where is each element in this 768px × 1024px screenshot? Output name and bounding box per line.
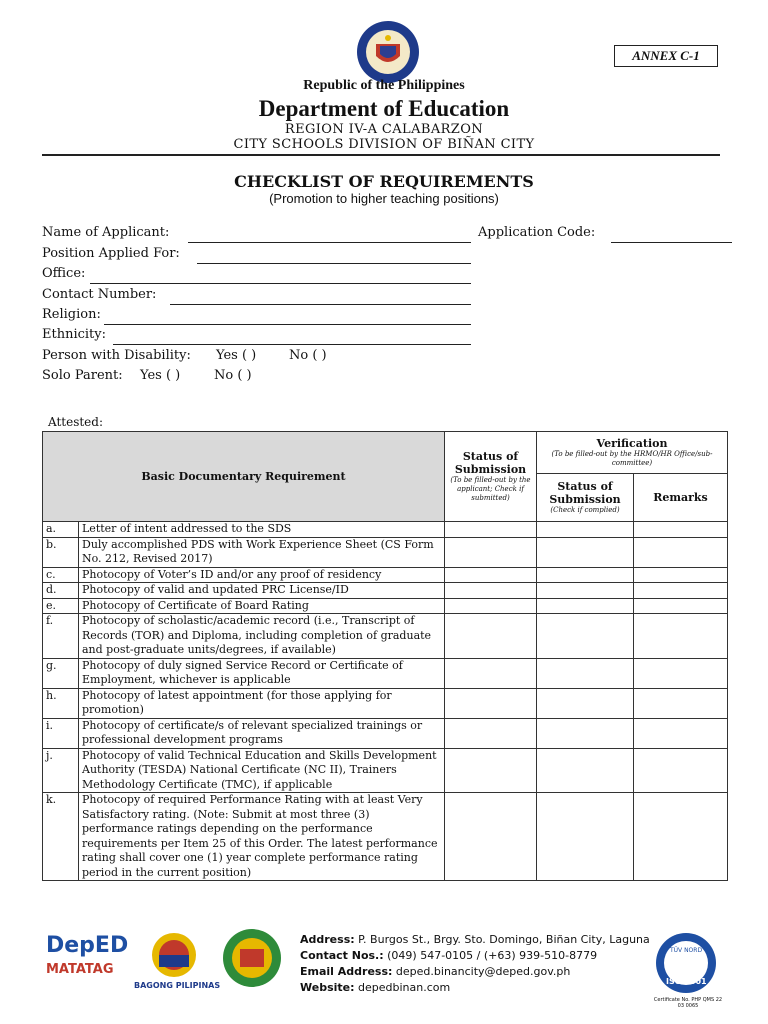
status-cell[interactable] bbox=[445, 748, 537, 793]
ethnicity-label: Ethnicity: bbox=[42, 327, 107, 342]
verification-status-cell[interactable] bbox=[537, 537, 634, 567]
status-cell[interactable] bbox=[445, 688, 537, 718]
requirement-letter: i. bbox=[43, 718, 79, 748]
header-divider bbox=[42, 154, 720, 156]
status-header-label: Status of Submission bbox=[454, 450, 527, 476]
website-value[interactable]: depedbinan.com bbox=[358, 981, 451, 994]
name-label: Name of Applicant: bbox=[42, 225, 170, 240]
application-code-field[interactable] bbox=[611, 242, 732, 243]
requirement-text: Photocopy of valid and updated PRC License/ID bbox=[79, 583, 445, 599]
remarks-cell[interactable] bbox=[634, 748, 728, 793]
document-subtitle: (Promotion to higher teaching positions) bbox=[269, 191, 499, 206]
office-label: Office: bbox=[42, 266, 86, 281]
solo-no-option[interactable]: No ( ) bbox=[214, 368, 252, 383]
status2-header-label: Status of Submission bbox=[549, 480, 621, 506]
verification-status-cell[interactable] bbox=[537, 718, 634, 748]
contact-label: Contact Number: bbox=[42, 287, 157, 302]
requirement-letter: k. bbox=[43, 793, 79, 881]
verification-status-cell[interactable] bbox=[537, 688, 634, 718]
remarks-cell[interactable] bbox=[634, 522, 728, 538]
requirement-row bbox=[43, 614, 728, 659]
status-cell[interactable] bbox=[445, 567, 537, 583]
requirement-row bbox=[43, 793, 728, 881]
requirement-letter: h. bbox=[43, 688, 79, 718]
contact-nos-label: Contact Nos.: bbox=[300, 949, 384, 962]
status-cell[interactable] bbox=[445, 718, 537, 748]
requirement-text: Photocopy of required Performance Rating with at least Very Satisfactory rating. (Note: Submit at most three (3) performance ratings depending on the performance requirements per Item 25 of this Order. The latest performance rating shall cover one (1) year complete performance rating period in the current position) bbox=[79, 793, 445, 881]
verification-status-cell[interactable] bbox=[537, 748, 634, 793]
requirement-row bbox=[43, 658, 728, 688]
requirement-row bbox=[43, 537, 728, 567]
requirement-row bbox=[43, 748, 728, 793]
republic-heading: Republic of the Philippines bbox=[303, 78, 465, 93]
requirement-text: Photocopy of certificate/s of relevant specialized trainings or professional development programs bbox=[79, 718, 445, 748]
address-value: P. Burgos St., Brgy. Sto. Domingo, Biñan City, Laguna bbox=[358, 933, 650, 946]
requirement-letter: e. bbox=[43, 598, 79, 614]
certificate-number: Certificate No. PHP QMS 22 03 0065 bbox=[653, 997, 723, 1009]
document-title: CHECKLIST OF REQUIREMENTS bbox=[234, 172, 534, 191]
solo-parent-label: Solo Parent: bbox=[42, 368, 123, 383]
matatag-logo: MATATAG bbox=[46, 962, 114, 977]
email-label: Email Address: bbox=[300, 965, 393, 978]
requirement-letter: g. bbox=[43, 658, 79, 688]
bagong-pilipinas-label: BAGONG PILIPINAS bbox=[134, 981, 221, 990]
verification-status-cell[interactable] bbox=[537, 658, 634, 688]
remarks-cell[interactable] bbox=[634, 658, 728, 688]
verification-status-cell[interactable] bbox=[537, 583, 634, 599]
remarks-cell[interactable] bbox=[634, 614, 728, 659]
deped-logo: DepED bbox=[46, 933, 129, 958]
requirement-text: Letter of intent addressed to the SDS bbox=[79, 522, 445, 538]
requirement-letter: c. bbox=[43, 567, 79, 583]
requirement-text: Photocopy of Voter’s ID and/or any proof of residency bbox=[79, 567, 445, 583]
contact-line bbox=[300, 949, 597, 962]
status-cell[interactable] bbox=[445, 614, 537, 659]
tuv-label: TÜV NORD bbox=[670, 947, 703, 954]
requirement-text: Photocopy of latest appointment (for those applying for promotion) bbox=[79, 688, 445, 718]
requirement-row bbox=[43, 522, 728, 538]
iso-label: ISO 9001 bbox=[666, 977, 707, 986]
division-heading: CITY SCHOOLS DIVISION OF BIÑAN CITY bbox=[233, 137, 535, 152]
requirements-table bbox=[42, 431, 728, 881]
status-header bbox=[445, 432, 537, 522]
pwd-no-option[interactable]: No ( ) bbox=[289, 348, 327, 363]
religion-field[interactable] bbox=[104, 324, 471, 325]
attested-label: Attested: bbox=[48, 415, 104, 429]
requirement-letter: d. bbox=[43, 583, 79, 599]
verification-header-label: Verification bbox=[596, 437, 668, 450]
division-emblem bbox=[214, 927, 290, 989]
verification-status-cell[interactable] bbox=[537, 522, 634, 538]
requirement-letter: j. bbox=[43, 748, 79, 793]
pwd-yes-option[interactable]: Yes ( ) bbox=[216, 348, 257, 363]
requirement-text: Photocopy of scholastic/academic record (i.e., Transcript of Records (TOR) and Diploma, including completion of graduate and post-graduate units/degrees, if available) bbox=[79, 614, 445, 659]
status-cell[interactable] bbox=[445, 793, 537, 881]
region-heading: REGION IV-A CALABARZON bbox=[284, 122, 484, 137]
verification-status-cell[interactable] bbox=[537, 567, 634, 583]
email-line bbox=[300, 965, 570, 978]
status-cell[interactable] bbox=[445, 658, 537, 688]
requirement-row bbox=[43, 688, 728, 718]
remarks-cell[interactable] bbox=[634, 583, 728, 599]
bagong-pilipinas-emblem bbox=[139, 931, 209, 979]
requirement-row bbox=[43, 718, 728, 748]
contact-field[interactable] bbox=[170, 304, 471, 305]
requirement-row bbox=[43, 567, 728, 583]
requirement-text: Photocopy of duly signed Service Record or Certificate of Employment, whichever is applicable bbox=[79, 658, 445, 688]
requirement-text: Photocopy of valid Technical Education and Skills Development Authority (TESDA) National Certificate (NC II), Trainers Methodology Certificate (TMC), if applicable bbox=[79, 748, 445, 793]
requirement-row bbox=[43, 583, 728, 599]
status2-header-note: (Check if complied) bbox=[550, 506, 620, 514]
status-cell[interactable] bbox=[445, 598, 537, 614]
remarks-cell[interactable] bbox=[634, 537, 728, 567]
position-field[interactable] bbox=[197, 263, 471, 264]
contact-nos-value: (049) 547-0105 / (+63) 939-510-8779 bbox=[387, 949, 598, 962]
status-cell[interactable] bbox=[445, 537, 537, 567]
remarks-cell[interactable] bbox=[634, 793, 728, 881]
verification-header bbox=[537, 432, 728, 474]
remarks-header: Remarks bbox=[634, 474, 728, 522]
address-line bbox=[300, 933, 650, 946]
position-label: Position Applied For: bbox=[42, 246, 180, 261]
verification-status-cell[interactable] bbox=[537, 614, 634, 659]
verification-header-note: (To be filled-out by the HRMO/HR Office/sub-committee) bbox=[551, 450, 713, 467]
requirement-letter: f. bbox=[43, 614, 79, 659]
ethnicity-field[interactable] bbox=[113, 344, 471, 345]
solo-yes-option[interactable]: Yes ( ) bbox=[140, 368, 181, 383]
email-value[interactable]: deped.binancity@deped.gov.ph bbox=[395, 965, 571, 978]
requirement-letter: b. bbox=[43, 537, 79, 567]
status-cell[interactable] bbox=[445, 583, 537, 599]
religion-label: Religion: bbox=[42, 307, 101, 322]
name-field[interactable] bbox=[188, 242, 471, 243]
application-code-label: Application Code: bbox=[478, 225, 596, 240]
website-label: Website: bbox=[300, 981, 355, 994]
remarks-cell[interactable] bbox=[634, 718, 728, 748]
requirement-letter: a. bbox=[43, 522, 79, 538]
verification-status-cell[interactable] bbox=[537, 793, 634, 881]
verification-status-cell[interactable] bbox=[537, 598, 634, 614]
deped-seal-logo bbox=[356, 20, 420, 84]
website-line bbox=[300, 981, 450, 994]
requirement-text: Photocopy of Certificate of Board Rating bbox=[79, 598, 445, 614]
remarks-cell[interactable] bbox=[634, 688, 728, 718]
department-heading: Department of Education bbox=[258, 96, 510, 121]
remarks-cell[interactable] bbox=[634, 598, 728, 614]
status2-header bbox=[537, 474, 634, 522]
status-cell[interactable] bbox=[445, 522, 537, 538]
requirement-row bbox=[43, 598, 728, 614]
status-header-note: (To be filled-out by the applicant; Check if submitted) bbox=[450, 476, 531, 502]
footer bbox=[44, 925, 734, 1020]
remarks-cell[interactable] bbox=[634, 567, 728, 583]
pwd-label: Person with Disability: bbox=[42, 348, 191, 363]
office-field[interactable] bbox=[90, 283, 471, 284]
requirement-text: Duly accomplished PDS with Work Experience Sheet (CS Form No. 212, Revised 2017) bbox=[79, 537, 445, 567]
annex-label: ANNEX C-1 bbox=[614, 45, 718, 67]
address-label: Address: bbox=[300, 933, 355, 946]
requirement-header: Basic Documentary Requirement bbox=[43, 432, 445, 522]
